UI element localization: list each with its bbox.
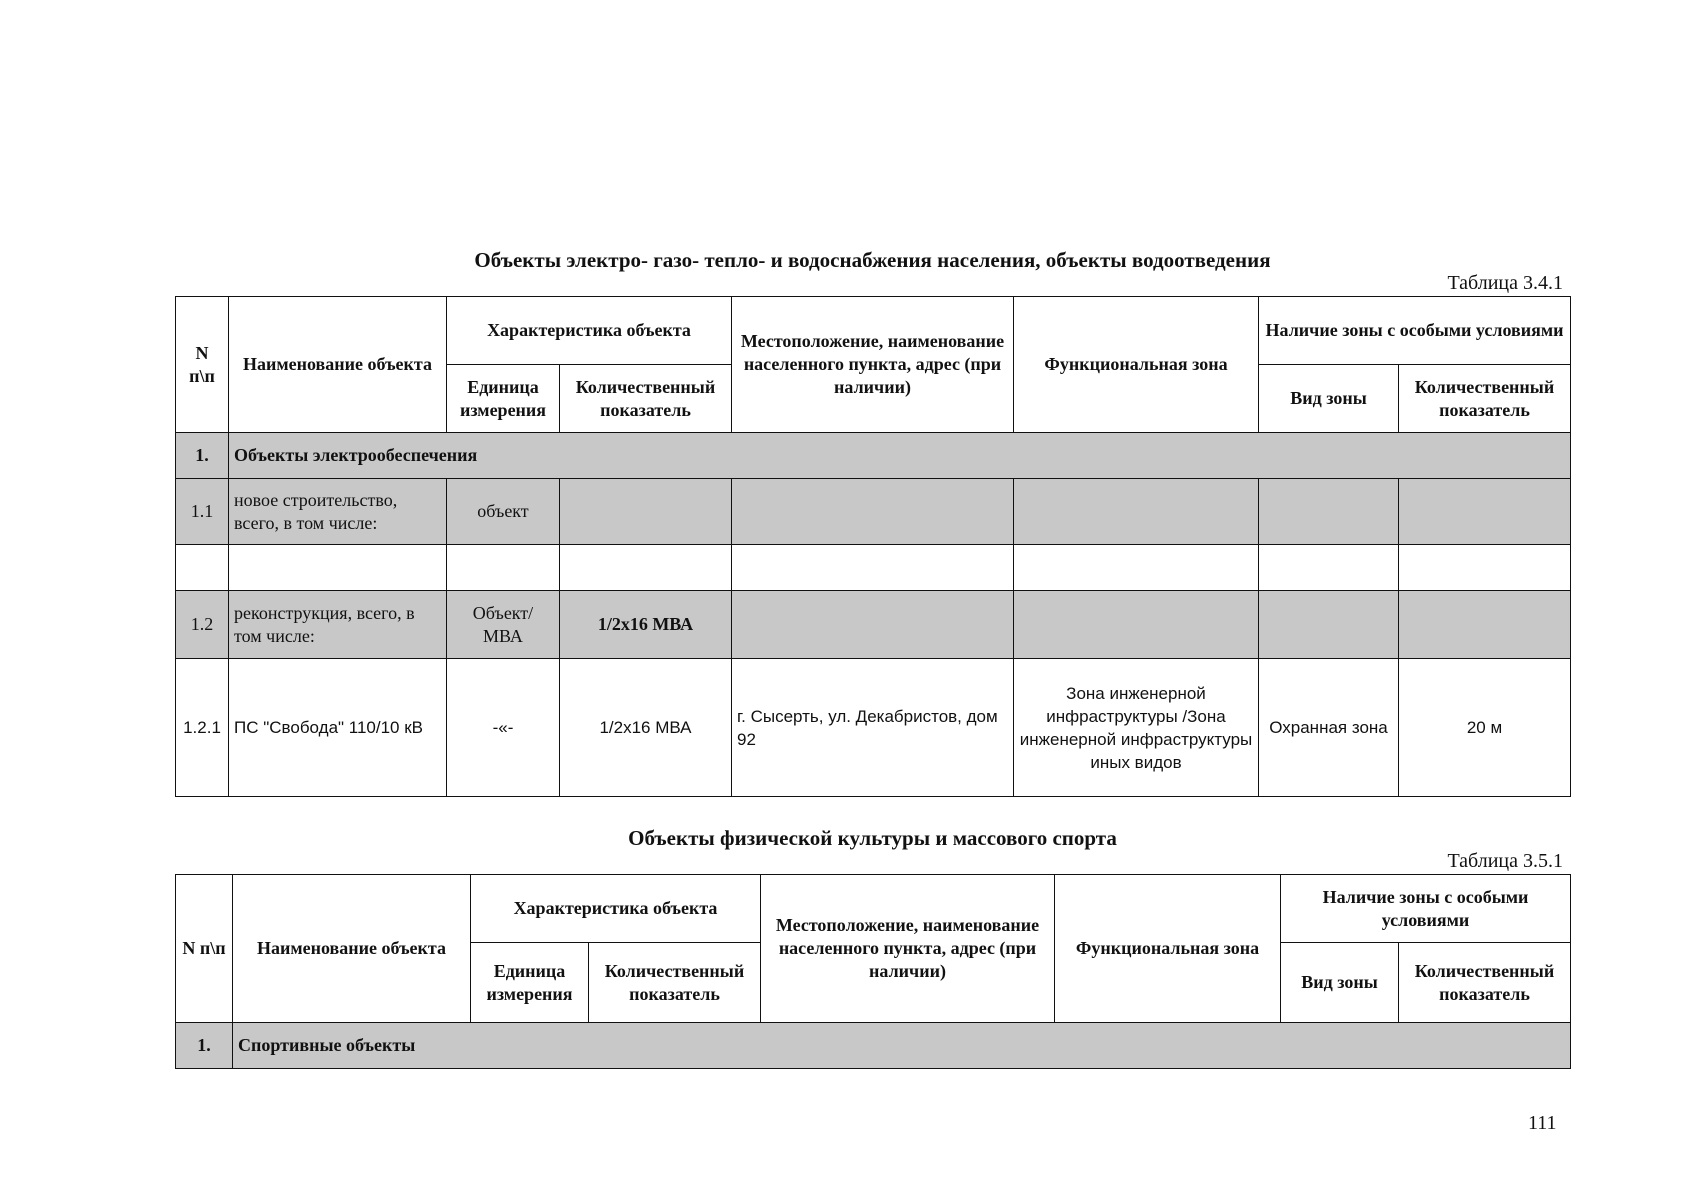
header-special-zone: Наличие зоны с особыми условиями [1259, 297, 1571, 365]
table-row [176, 591, 1571, 659]
page-number: 111 [1528, 1112, 1557, 1134]
row-zone [1014, 591, 1259, 659]
table1 [175, 296, 1571, 797]
row-num: 1. [176, 433, 229, 479]
row-zone-type [1259, 545, 1399, 591]
row-unit: объект [447, 479, 560, 545]
header-functional-zone: Функциональная зона [1055, 875, 1281, 1023]
header-num: N п\п [176, 875, 233, 1023]
row-num: 1.2.1 [176, 659, 229, 797]
header-name: Наименование объекта [229, 297, 447, 433]
table-row [176, 1023, 1571, 1069]
header-unit: Единица измерения [471, 943, 589, 1023]
row-unit [447, 545, 560, 591]
row-location: г. Сысерть, ул. Декабристов, дом 92 [732, 659, 1014, 797]
row-name: реконструкция, всего, в том числе: [229, 591, 447, 659]
row-zone-type [1259, 479, 1399, 545]
row-zone: Зона инженерной инфраструктуры /Зона инженерной инфраструктуры иных видов [1014, 659, 1259, 797]
header-location: Местоположение, наименование населенного пункта, адрес (при наличии) [732, 297, 1014, 433]
row-num: 1. [176, 1023, 233, 1069]
row-num: 1.2 [176, 591, 229, 659]
header-zone-quantity: Количественный показатель [1399, 365, 1571, 433]
header-name: Наименование объекта [233, 875, 471, 1023]
row-zone-type: Охранная зона [1259, 659, 1399, 797]
row-quantity: 1/2х16 МВА [560, 591, 732, 659]
row-location [732, 591, 1014, 659]
table-row [176, 433, 1571, 479]
row-quantity [560, 545, 732, 591]
header-characteristic: Характеристика объекта [447, 297, 732, 365]
table-row [176, 659, 1571, 797]
row-name: ПС "Свобода" 110/10 кВ [229, 659, 447, 797]
row-unit: Объект/ МВА [447, 591, 560, 659]
row-name: новое строительство, всего, в том числе: [229, 479, 447, 545]
header-zone-type: Вид зоны [1259, 365, 1399, 433]
section-title: Объекты электрообеспечения [229, 433, 1571, 479]
row-zone [1014, 479, 1259, 545]
header-zone-type: Вид зоны [1281, 943, 1399, 1023]
table1-number: Таблица 3.4.1 [1447, 272, 1563, 294]
header-unit: Единица измерения [447, 365, 560, 433]
header-quantity: Количественный показатель [589, 943, 761, 1023]
section-title: Спортивные объекты [233, 1023, 1571, 1069]
row-zone-quantity: 20 м [1399, 659, 1571, 797]
row-location [732, 545, 1014, 591]
table2-number: Таблица 3.5.1 [1447, 850, 1563, 872]
header-characteristic: Характеристика объекта [471, 875, 761, 943]
table1-caption: Объекты электро- газо- тепло- и водоснабжения населения, объекты водоотведения [474, 248, 1271, 272]
row-location [732, 479, 1014, 545]
row-zone-quantity [1399, 479, 1571, 545]
row-zone-type [1259, 591, 1399, 659]
header-functional-zone: Функциональная зона [1014, 297, 1259, 433]
row-unit: -«- [447, 659, 560, 797]
row-num [176, 545, 229, 591]
header-quantity: Количественный показатель [560, 365, 732, 433]
table2-caption: Объекты физической культуры и массового спорта [628, 826, 1117, 850]
header-special-zone: Наличие зоны с особыми условиями [1281, 875, 1571, 943]
table-row [176, 545, 1571, 591]
header-location: Местоположение, наименование населенного пункта, адрес (при наличии) [761, 875, 1055, 1023]
row-zone-quantity [1399, 591, 1571, 659]
row-zone-quantity [1399, 545, 1571, 591]
table2 [175, 874, 1571, 1069]
table-row [176, 479, 1571, 545]
row-quantity: 1/2х16 МВА [560, 659, 732, 797]
row-name [229, 545, 447, 591]
row-num: 1.1 [176, 479, 229, 545]
header-num: N п\п [176, 297, 229, 433]
header-zone-quantity: Количественный показатель [1399, 943, 1571, 1023]
row-zone [1014, 545, 1259, 591]
row-quantity [560, 479, 732, 545]
